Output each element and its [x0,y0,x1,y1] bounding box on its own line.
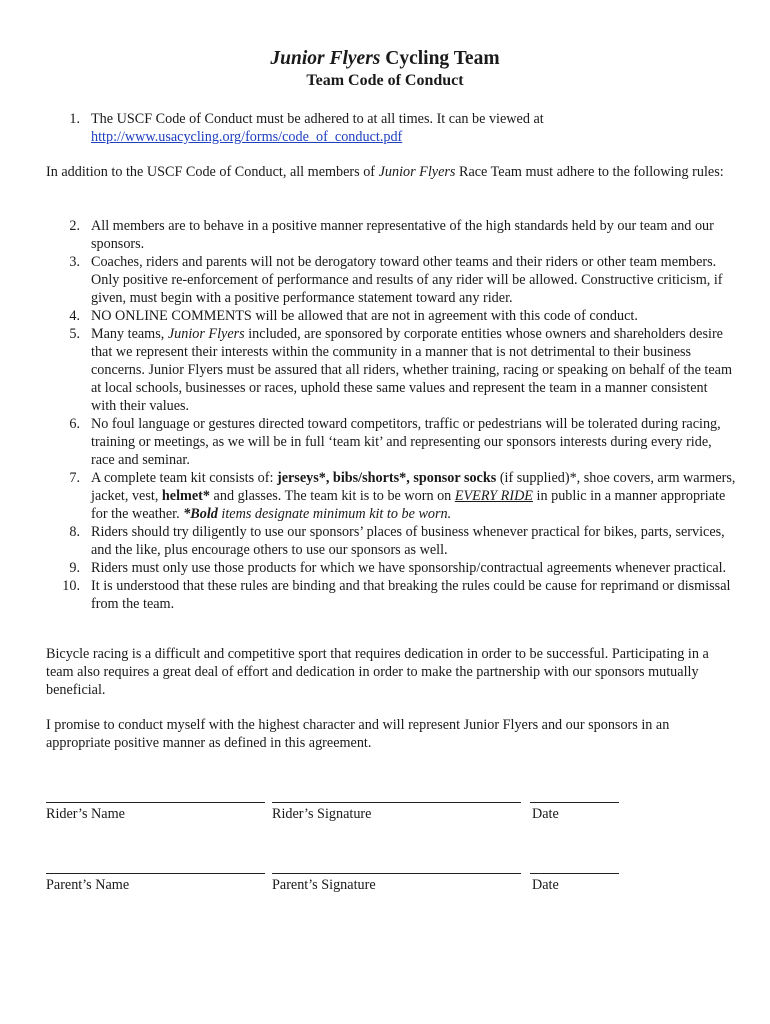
uscf-code-link[interactable]: http://www.usacycling.org/forms/code_of_conduct.pdf [91,129,403,145]
rider-signature-line[interactable] [272,802,521,803]
rider-name-label: Rider’s Name [46,806,125,822]
rule-text: No foul language or gestures directed toward competitors, traffic or pedestrians will be tolerated during racing, training or meetings, as we will be in full ‘team kit’ and representing our sponsors interests during every ride, race and seminar. [91,416,721,468]
rule-number: 10. [62,578,80,594]
rule-item-5 [46,325,736,415]
rule-text: All members are to behave in a positive manner representative of the high standards held by our team and our sponsors. [91,218,714,252]
parent-signature-line[interactable] [272,873,521,874]
rule-number: 3. [69,254,80,270]
rule-text: Coaches, riders and parents will not be derogatory toward other teams and their riders or other team members. Only positive re-enforcement of performance and results of any rider will be allowed. Constructive criticism, if given, must begin with a positive performance statement toward any rider. [91,254,723,306]
rule-number: 5. [69,326,80,342]
every-ride-emphasis: EVERY RIDE [454,488,533,504]
rule-text: Riders must only use those products for which we have sponsorship/contractual agreements whenever practical. [91,560,727,576]
rule-number: 9. [69,560,80,576]
page-subtitle: Team Code of Conduct [306,72,464,89]
rule-number: 2. [69,218,80,234]
rule-text-end: included, are sponsored by corporate entities whose owners and shareholders desire that we represent their interests within the community in a manner that is not detrimental to their business concerns. Junior Flyers must be assured that all riders, whether training, racing or speaking on behalf of the team at local schools, businesses or races, uphold these same values and represent the team in a manner consistent with their values. [91,326,733,414]
rule-item-10 [46,577,736,613]
kit-helmet: helmet* [161,488,210,504]
closing-paragraph-2: I promise to conduct myself with the highest character and will represent Junior Flyers and our sponsors in an appropriate positive manner as defined in this agreement. [46,717,670,751]
rule-text-2: (if supplied)*, shoe covers, arm warmers, jacket, vest, [91,470,736,504]
rule-item-1 [46,110,736,146]
kit-note: items designate minimum kit to be worn. [217,506,452,522]
rule-text: NO ONLINE COMMENTS will be allowed that are not in agreement with this code of conduct. [91,308,638,324]
title-rest: Cycling Team [380,48,500,69]
rule-item-4 [46,307,736,325]
rule-item-3 [46,253,736,307]
intro-team-name: Junior Flyers [378,164,456,180]
rule-number: 4. [69,308,80,324]
rule-text: Riders should try diligently to use our sponsors’ places of business whenever practical for bikes, parts, services, and the like, plus encourage others to use our sponsors as well. [91,524,725,558]
rule-number: 6. [69,416,80,432]
rider-date-label: Date [532,806,559,822]
rider-signature-label: Rider’s Signature [272,806,372,822]
parent-name-label: Parent’s Name [46,877,130,893]
rule-item-7 [46,469,736,523]
intro-text-end: Race Team must adhere to the following rules: [455,164,724,180]
rule-text: A complete team kit consists of: [91,470,277,486]
title-team-name: Junior Flyers [270,48,381,69]
rule-list-2 [46,217,736,613]
intro-text: In addition to the USCF Code of Conduct, all members of [46,164,379,180]
bold-note: *Bold [183,506,218,522]
rider-date-line[interactable] [530,802,619,803]
rider-name-line[interactable] [46,802,265,803]
parent-name-line[interactable] [46,873,265,874]
kit-bold-items: jerseys*, bibs/shorts*, sponsor socks [276,470,497,486]
rule-text: It is understood that these rules are binding and that breaking the rules could be cause for reprimand or dismissal from the team. [91,578,731,612]
rule-text: Many teams, [91,326,168,342]
rule-item-2 [46,217,736,253]
parent-date-label: Date [532,877,559,893]
rule-team-name: Junior Flyers [167,326,245,342]
rule-item-9 [46,559,736,577]
closing-paragraph-1: Bicycle racing is a difficult and competitive sport that requires dedication in order to be successful. Participating in a team also requires a great deal of effort and dedication in order to make the partnership with our sponsors mutually beneficial. [46,646,709,698]
rule-text-4: in public in a manner appropriate for the weather. [91,488,726,522]
rule-item-6 [46,415,736,469]
rule-text-3: and glasses. The team kit is to be worn on [210,488,455,504]
rule-number: 7. [69,470,80,486]
rule-number: 1. [69,111,80,127]
rule-list-1 [46,110,736,146]
intro-paragraph [46,163,726,181]
parent-signature-label: Parent’s Signature [272,877,376,893]
page-title [0,48,770,70]
parent-date-line[interactable] [530,873,619,874]
rule-text: The USCF Code of Conduct must be adhered to at all times. It can be viewed at [91,111,544,127]
rule-item-8 [46,523,736,559]
rule-number: 8. [69,524,80,540]
